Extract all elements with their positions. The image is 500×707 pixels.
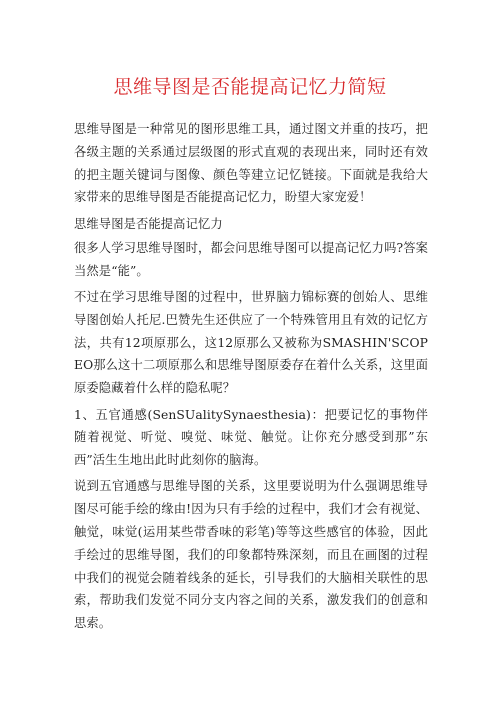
document-body [74,118,428,639]
paragraph-question: 很多人学习思维导图时，都会问思维导图可以提高记忆力吗?答案当然是“能”。 [74,240,428,278]
paragraph-principles: 不过在学习思维导图的过程中，世界脑力锦标赛的创始人、思维导图创始人托尼.巴赞先生还供应了一个特殊管用且有效的记忆方法，共有12项原那么，这12原那么又被称为SMASHIN'SCOPEO那么这十二项原那么和思维导图原委存在着什么关系，这里面原委隐藏着什么样的隐私呢？ [74,290,428,396]
paragraph-senses: 1、五官通感(SenSUalitySynaesthesia)：把要记忆的事物伴随着视觉、听觉、嗅觉、味觉、触觉。让你充分感受到那”东西”活生生地出此时此刻你的脑海。 [74,407,428,468]
paragraph-intro: 思维导图是一种常见的图形思维工具，通过图文并重的技巧，把各级主题的关系通过层级图的形式直观的表现出来，同时还有效的把主题关键词与图像、颜色等建立记忆链接。下面就是我给大家带来的思维导图是否能提高记忆力，盼望大家宠爱！ [74,122,428,205]
paragraph-handdrawn: 说到五官通感与思维导图的关系，这里要说明为什么强调思维导图尽可能手绘的缘由!因为只有手绘的过程中，我们才会有视觉、触觉，味觉(运用某些带香味的彩笔)等等这些感官的体验，因此手绘过的思维导图，我们的印象都特殊深刻，而且在画图的过程中我们的视觉会随着线条的延长，引导我们的大脑相关联性的思索，帮助我们发觉不同分支内容之间的关系，激发我们的创意和思索。 [74,479,428,631]
document-title: 思维导图是否能提高记忆力简短 [113,76,387,98]
paragraph-subtitle: 思维导图是否能提高记忆力 [74,216,223,231]
